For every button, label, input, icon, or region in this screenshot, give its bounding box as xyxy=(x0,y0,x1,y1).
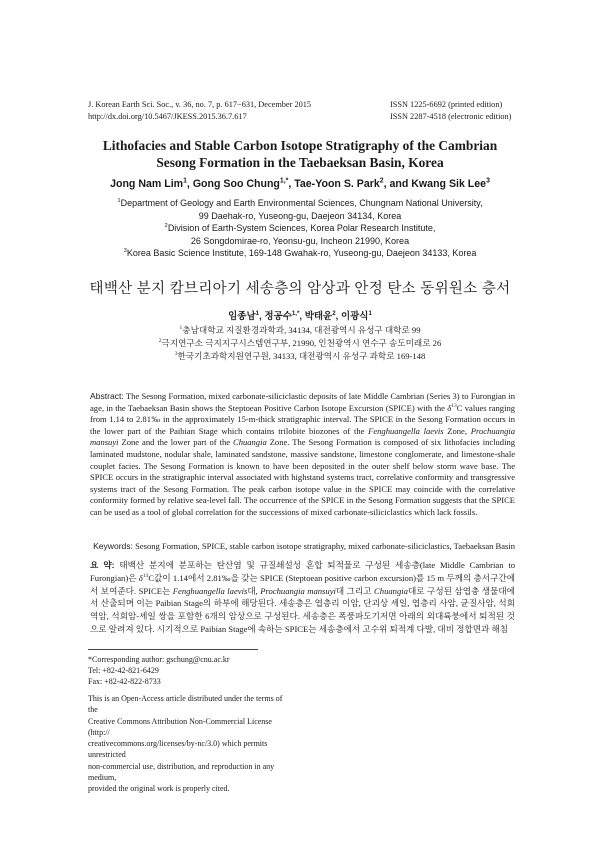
affiliation-item: 99 Daehak-ro, Yuseong-gu, Daejeon 34134, Korea xyxy=(198,210,402,221)
issn-electronic: ISSN 2287-4518 (electronic edition) xyxy=(390,112,512,121)
affiliation-item: $^1$Department of Geology and Earth Environmental Sciences, Chungnam National University, xyxy=(117,198,483,208)
author-sup: 3 xyxy=(486,177,490,185)
journal-header-right xyxy=(390,99,511,123)
korean-affiliation-item: $^3$한국기초과학지원연구원, 34133, 대전광역시 유성구 과학로 169-148 xyxy=(174,351,426,361)
keywords-text: Sesong Formation, SPICE, stable carbon isotope stratigraphy, mixed carbonate-siliciclastics, Taebaeksan Basin xyxy=(135,541,515,551)
korean-title: 태백산 분지 캄브리아기 세송층의 암상과 안정 탄소 동위원소 층서 xyxy=(89,281,511,297)
korean-affiliation-item: $^1$충남대학교 지질환경과학과, 34134, 대전광역시 유성구 대학로 99 xyxy=(179,325,421,335)
author-name: Gong Soo Chung xyxy=(192,178,280,190)
author-name: Jong Nam Lim xyxy=(110,178,184,190)
author-sup: 1 xyxy=(183,177,187,185)
korean-author-name: 임종남 xyxy=(228,311,256,322)
abstract-label: Abstract: xyxy=(90,391,124,401)
journal-citation: J. Korean Earth Sci. Soc., v. 36, no. 7, p. 617−631, December 2015 xyxy=(88,100,312,109)
corresponding-tel: Tel: +82-42-821-6429 xyxy=(88,666,159,675)
open-access-notice: This is an Open-Access article distributed under the terms of the Creative Commons Attribution Non-Commercial License (http:// creativecommons.org/licenses/by-nc/3.0) which permits unrestricted non-commercial use, distribution, and reproduction in any medium, provided the original work is properly cited. xyxy=(88,694,283,794)
korean-author-name: 이광식 xyxy=(340,311,369,322)
author-name: Tae-Yoon S. Park xyxy=(294,178,380,190)
correspondence xyxy=(88,654,230,687)
abstract: Abstract: The Sesong Formation, mixed carbonate-siliciclastic deposits of late Middle Cambrian (Series 3) to Furongian in age, in the Taebaeksan Basin shows the Steptoean Positive Carbon Isotope Excursion (SPICE) with the $\delta^{13}C$ values ranging from 1.14 to 2.81‰ in the approximately 15-m-thick stratigraphic interval. The SPICE in the Sesong Formation occurs in the lower part of the Paibian Stage which contains trilobite biozones of the Fenghuangella laevis Zone, Prochuangia mansuyi Zone and the lower part of the Chuangia Zone. The Sesong Formation is composed of six lithofacies including laminated mudstone, nodular shale, laminated sandstone, massive sandstone, limestone conglomerate, and limestone-shale couplet facies. The Sesong Formation is known to have been deposited in the outer shelf below storm wave base. The SPICE occurs in the stratigraphic interval associated with highstand systems tract, correlative conformity and transgressive systems tract of the Sesong Formation. The peak carbon isotope value in the SPICE may coincide with the correlative conformity formed by relative sea-level fall. The occurrence of the SPICE in the Sesong Formation suggests that the SPICE can be used as a tool of global correlation for the successions of mixed carbonate-siliciclastics which lack fossils. xyxy=(90,391,516,517)
affiliation-item: $^2$Division of Earth-System Sciences, Korea Polar Research Institute, xyxy=(164,223,436,233)
korean-abstract-label: 요 약: xyxy=(90,560,115,570)
paper-title-line2: Sesong Formation in the Taebaeksan Basin, Korea xyxy=(156,155,444,170)
journal-header-left xyxy=(88,99,311,123)
keywords xyxy=(90,541,515,551)
paper-title-line1: Lithofacies and Stable Carbon Isotope Stratigraphy of the Cambrian xyxy=(102,138,498,153)
keywords-label: Keywords: xyxy=(93,541,133,551)
footnote-divider xyxy=(88,649,258,650)
corresponding-fax: Fax: +82-42-822-8733 xyxy=(88,677,161,686)
paper-title xyxy=(60,137,540,171)
korean-abstract: 요 약: 태백산 분지에 분포하는 탄산염 및 규질쇄설성 혼합 퇴적물로 구성된 세송층(late Middle Cambrian to Furongian)은 $\delta^{13}C$값이 1.14에서 2.81‰을 갖는 SPICE (Steptoean positive carbon excursion)를 15 m 두께의 층서구간에서 보여준다. SPICE는 Fenghuangella laevis대, Prochuangia mansuyi대 그리고 Chuangia대로 구성된 삼엽충 생물대에서 산출되며 이는 Paibian Stage의 하부에 해당된다. 세송층은 엽층리 이암, 단괴상 셰일, 엽층리 사암, 균질사암, 석회역암, 석회암-셰일 쌍을 포함한 6개의 암상으로 구성된다. 세송층은 폭풍파도기저면 아래의 외대륙붕에서 퇴적된 것으로 알려져 있다. 시기적으로 Paibian Stage에 속하는 SPICE는 세송층에서 고수위 퇴적계 다발, 대비 정합면과 해침 xyxy=(90,560,515,634)
author-sup: 1,* xyxy=(279,177,289,185)
korean-author-name: 정공수 xyxy=(264,311,292,322)
korean-affiliation-list xyxy=(60,324,540,363)
author-list: Jong Nam Lim$^1$, Gong Soo Chung$^{1,*}$, Tae-Yoon S. Park$^2$, and Kwang Sik Lee$^3$ xyxy=(110,177,490,190)
issn-print: ISSN 1225-6692 (printed edition) xyxy=(390,100,503,109)
affiliation-item: $^3$Korea Basic Science Institute, 169-148 Gwahak-ro, Yuseong-gu, Daejeon 34133, Korea xyxy=(123,248,477,258)
korean-affiliation-item: $^2$극지연구소 극지지구시스템연구부, 21990, 인천광역시 연수구 송도미래로 26 xyxy=(158,338,442,348)
korean-author-list: 임종남$^1$, 정공수$^{1,*}$, 박태윤$^2$, 이광식$^1$ xyxy=(228,309,372,322)
corresponding-author: *Corresponding author: gschung@cnu.ac.kr xyxy=(88,655,230,664)
korean-author-name: 박태윤 xyxy=(304,311,333,322)
author-name: Kwang Sik Lee xyxy=(411,178,487,190)
affiliation-list xyxy=(60,197,540,260)
affiliation-item: 26 Songdomirae-ro, Yeonsu-gu, Incheon 21990, Korea xyxy=(190,235,410,246)
doi-link[interactable]: http://dx.doi.org/10.5467/JKESS.2015.36.7.617 xyxy=(88,112,247,121)
author-sup: 2 xyxy=(379,177,384,185)
